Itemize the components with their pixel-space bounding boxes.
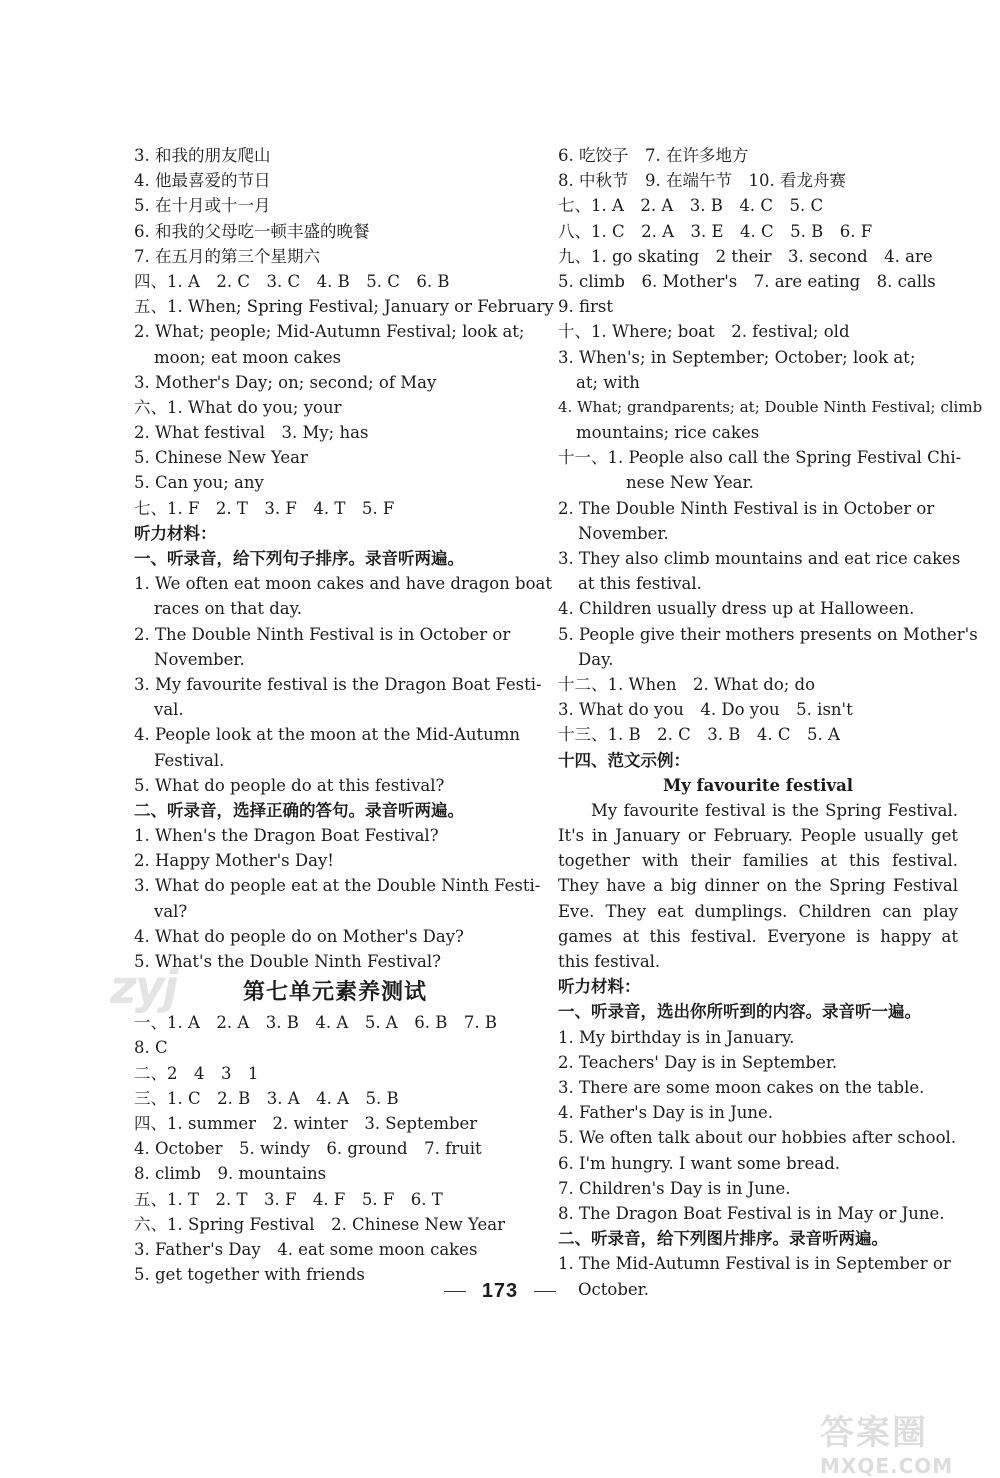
answer-line: 四、1. summer 2. winter 3. September xyxy=(134,1113,478,1133)
script-line: 5. What's the Double Ninth Festival? xyxy=(134,952,442,971)
script-line: val? xyxy=(154,901,188,921)
dash-left xyxy=(444,1291,466,1292)
script-line: val. xyxy=(154,700,184,720)
answer-line: 3. When's; in September; October; look at; xyxy=(558,347,916,367)
answer-line: 十一、1. People also call the Spring Festival Chi- xyxy=(558,448,962,468)
page-number xyxy=(0,1280,1000,1303)
answer-line: 5. get together with friends xyxy=(134,1265,365,1285)
answer-line: 2. The Double Ninth Festival is in October or xyxy=(558,498,935,518)
script-line: October. xyxy=(578,1279,649,1299)
answer-line: 5. Chinese New Year xyxy=(134,448,308,468)
script-line: Festival. xyxy=(154,750,225,770)
answer-line: at; with xyxy=(576,372,640,392)
answer-line: 一、1. A 2. A 3. B 4. A 5. A 6. B 7. B xyxy=(134,1013,497,1033)
script-line: 3. There are some moon cakes on the table. xyxy=(558,1078,925,1098)
answer-line: 十三、1. B 2. C 3. B 4. C 5. A xyxy=(558,725,840,745)
dash-right xyxy=(534,1291,556,1292)
script-line: 8. The Dragon Boat Festival is in May or June. xyxy=(558,1203,945,1223)
watermark-right-top: 答案圈 xyxy=(820,1413,928,1453)
section-heading: 听力材料： xyxy=(558,977,641,997)
page-number-text: 173 xyxy=(481,1280,519,1302)
script-line: 3. My favourite festival is the Dragon Boat Festi- xyxy=(134,674,542,694)
answer-line: 五、1. T 2. T 3. F 4. F 5. F 6. T xyxy=(134,1189,443,1209)
answer-line: 6. 吃饺子 7. 在许多地方 xyxy=(558,146,749,165)
answer-line: 3. They also climb mountains and eat rice cakes xyxy=(558,549,961,568)
watermark-right xyxy=(820,1405,990,1478)
section-heading: 十四、范文示例： xyxy=(558,750,690,770)
answer-line: 三、1. C 2. B 3. A 4. A 5. B xyxy=(134,1088,399,1108)
script-line: 4. Father's Day is in June. xyxy=(558,1103,773,1123)
section-heading: 二、听录音，选择正确的答句。录音听两遍。 xyxy=(134,800,464,820)
answer-line: 5. climb 6. Mother's 7. are eating 8. calls xyxy=(558,271,936,291)
right-column xyxy=(558,143,983,1302)
script-line: 4. What do people do on Mother's Day? xyxy=(134,926,464,946)
answer-line: 5. 在十月或十一月 xyxy=(134,196,271,216)
answer-line: 十二、1. When 2. What do; do xyxy=(558,674,816,694)
script-line: 4. People look at the moon at the Mid-Autumn xyxy=(134,725,521,745)
script-line: 2. Happy Mother's Day! xyxy=(134,851,334,871)
section-heading: 一、听录音，给下列句子排序。录音听两遍。 xyxy=(134,549,464,568)
essay-text: My favourite festival is the Spring Festival. It's in January or February. People usually get together with their families at this festival. They have a big dinner on the Spring Festival Eve. They eat dumplings. Children can play games at this festival. Everyone is happy at this festival. xyxy=(558,800,958,972)
answer-line: 3. Mother's Day; on; second; of May xyxy=(134,372,437,392)
answer-line: 十、1. Where; boat 2. festival; old xyxy=(558,322,850,342)
answer-line: 4. What; grandparents; at; Double Ninth Festival; climb xyxy=(558,397,983,416)
script-line: 3. What do people eat at the Double Ninth Festi- xyxy=(134,876,541,896)
answer-line: 3. 和我的朋友爬山 xyxy=(134,146,271,165)
answer-line: 六、1. Spring Festival 2. Chinese New Year xyxy=(134,1214,505,1234)
left-column xyxy=(134,143,554,1287)
script-line: 5. What do people do at this festival? xyxy=(134,775,445,795)
answer-line: moon; eat moon cakes xyxy=(154,347,342,367)
answer-line: November. xyxy=(578,523,669,543)
answer-line: 3. Father's Day 4. eat some moon cakes xyxy=(134,1239,478,1259)
script-line: 1. The Mid-Autumn Festival is in September or xyxy=(558,1254,951,1274)
script-line: races on that day. xyxy=(154,599,302,619)
script-line: 2. The Double Ninth Festival is in October or xyxy=(134,624,511,644)
answer-line: 5. People give their mothers presents on Mother's xyxy=(558,624,978,644)
answer-line: 九、1. go skating 2 their 3. second 4. are xyxy=(558,246,933,266)
script-line: 7. Children's Day is in June. xyxy=(558,1178,791,1198)
script-line: 6. I'm hungry. I want some bread. xyxy=(558,1153,841,1173)
answer-line: mountains; rice cakes xyxy=(576,423,760,443)
script-line: 1. We often eat moon cakes and have dragon boat xyxy=(134,574,553,594)
answer-line: 8. C xyxy=(134,1038,168,1058)
script-line: 5. We often talk about our hobbies after school. xyxy=(558,1128,957,1148)
answer-line: 6. 和我的父母吃一顿丰盛的晚餐 xyxy=(134,221,370,241)
answer-line: 2. What festival 3. My; has xyxy=(134,423,369,443)
answer-line: Day. xyxy=(578,649,614,669)
unit-title: 第七单元素养测试 xyxy=(242,979,427,1006)
answer-line: 四、1. A 2. C 3. C 4. B 5. C 6. B xyxy=(134,271,450,291)
answer-line: 七、1. A 2. A 3. B 4. C 5. C xyxy=(558,196,824,216)
answer-line: 2. What; people; Mid-Autumn Festival; look at; xyxy=(134,322,525,342)
section-heading: 听力材料： xyxy=(134,523,217,543)
script-line: 2. Teachers' Day is in September. xyxy=(558,1052,838,1072)
answer-line: 9. first xyxy=(558,297,613,317)
answer-line: 4. 他最喜爱的节日 xyxy=(134,171,271,191)
answer-line: 8. 中秋节 9. 在端午节 10. 看龙舟赛 xyxy=(558,171,846,191)
watermark-left: zyj xyxy=(110,960,177,1014)
answer-line: 4. October 5. windy 6. ground 7. fruit xyxy=(134,1139,482,1159)
answer-line: 五、1. When; Spring Festival; January or February xyxy=(134,297,554,317)
section-heading: 一、听录音，选出你所听到的内容。录音听一遍。 xyxy=(558,1002,921,1022)
answer-line: 8. climb 9. mountains xyxy=(134,1164,327,1184)
answer-line: 七、1. F 2. T 3. F 4. T 5. F xyxy=(134,498,395,518)
watermark-right-bottom: MXQE.COM xyxy=(820,1454,954,1478)
answer-line: nese New Year. xyxy=(626,473,754,493)
answer-line: 5. Can you; any xyxy=(134,473,264,493)
answer-line: 二、2 4 3 1 xyxy=(134,1063,259,1083)
answer-line: 八、1. C 2. A 3. E 4. C 5. B 6. F xyxy=(558,221,873,241)
answer-line: 3. What do you 4. Do you 5. isn't xyxy=(558,700,853,720)
answer-line: 4. Children usually dress up at Halloween. xyxy=(558,599,915,619)
essay-title: My favourite festival xyxy=(662,775,854,795)
script-line: 1. When's the Dragon Boat Festival? xyxy=(134,826,439,846)
answer-line: at this festival. xyxy=(578,574,702,594)
section-heading: 二、听录音，给下列图片排序。录音听两遍。 xyxy=(558,1229,888,1249)
answer-line: 六、1. What do you; your xyxy=(134,397,342,417)
answer-line: 7. 在五月的第三个星期六 xyxy=(134,246,320,266)
script-line: November. xyxy=(154,649,245,669)
script-line: 1. My birthday is in January. xyxy=(558,1027,795,1047)
